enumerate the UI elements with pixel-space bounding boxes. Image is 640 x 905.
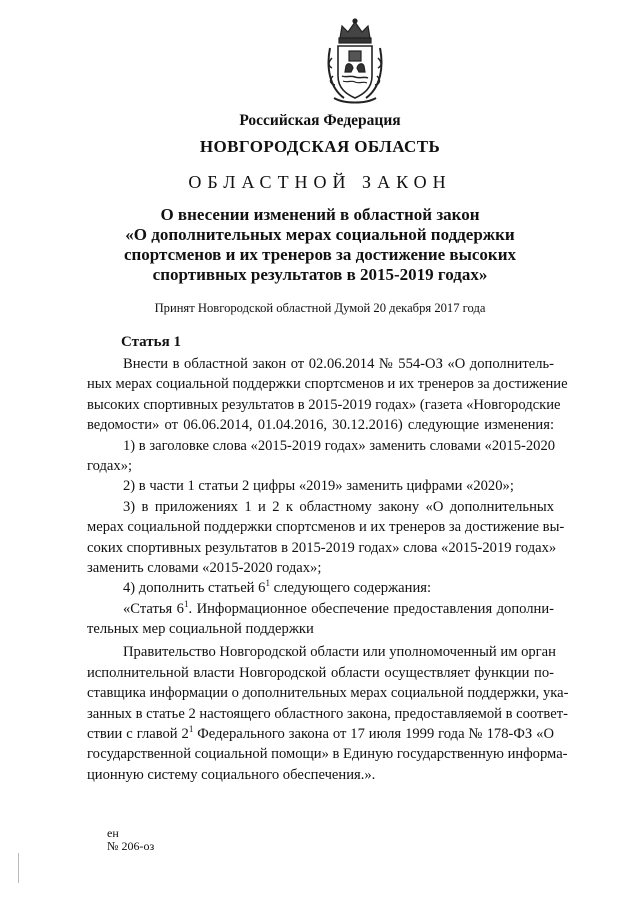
text-line: 2) в части 1 статьи 2 цифры «2019» заменить цифрами «2020»; bbox=[123, 478, 514, 495]
country-name: Российская Федерация bbox=[239, 112, 401, 129]
text-line: ционную систему социального обеспечения.». bbox=[87, 766, 376, 783]
text-line: ставщика информации о дополнительных мерах социальной поддержки, ука- bbox=[87, 685, 569, 702]
adoption-note: Принят Новгородской областной Думой 20 декабря 2017 года bbox=[154, 301, 486, 315]
text-line: 3) в приложениях 1 и 2 к областному закону «О дополнительных bbox=[123, 498, 554, 515]
text-line: 1) в заголовке слова «2015-2019 годах» заменить словами «2015-2020 bbox=[123, 437, 556, 454]
region-name: НОВГОРОДСКАЯ ОБЛАСТЬ bbox=[199, 137, 441, 156]
law-number: № 206-оз bbox=[107, 839, 155, 853]
text-line: «Статья $6^1$. Информационное обеспечение предоставления дополни- bbox=[123, 598, 555, 617]
text-line: 4) дополнить статьей $6^1$ следующего содержания: bbox=[123, 578, 432, 597]
law-title-line: О внесении изменений в областной закон bbox=[160, 205, 480, 224]
text-line: тельных мер социальной поддержки bbox=[87, 621, 314, 638]
text-line: исполнительной власти Новгородской области осуществляет функции по- bbox=[87, 664, 554, 681]
law-title bbox=[0, 205, 640, 285]
text-line: Внести в областной закон от 02.06.2014 № 554-ОЗ «О дополнитель- bbox=[123, 356, 554, 372]
text-line: Правительство Новгородской области или уполномоченный им орган bbox=[123, 644, 556, 661]
coat-of-arms-emblem bbox=[324, 18, 386, 104]
text-line: ствии с главой $2^1$ Федерального закона от 17 июля 1999 года № 178-ФЗ «О bbox=[87, 724, 554, 743]
text-line: ведомости» от 06.06.2014, 01.04.2016, 30.12.2016) следующие изменения: bbox=[87, 417, 554, 434]
text-line: заменить словами «2015-2020 годах»; bbox=[87, 559, 322, 576]
law-title-line: спортсменов и их тренеров за достижение высоких bbox=[123, 245, 517, 264]
text-line: занных в статье 2 настоящего областного закона, предоставляемой в соответ- bbox=[87, 705, 568, 722]
law-title-line: спортивных результатов в 2015-2019 годах» bbox=[152, 265, 488, 284]
executor-initials: ен bbox=[107, 826, 119, 840]
law-title-line: «О дополнительных мерах социальной поддержки bbox=[125, 225, 515, 244]
text-line: высоких спортивных результатов в 2015-2019 годах» (газета «Новгородские bbox=[87, 396, 561, 413]
text-line: годах»; bbox=[87, 457, 133, 474]
document-type: ОБЛАСТНОЙ ЗАКОН bbox=[188, 172, 452, 192]
text-line: ных мерах социальной поддержки спортсменов и их тренеров за достижение bbox=[87, 376, 568, 393]
text-line: соких спортивных результатов в 2015-2019 годах» слова «2015-2019 годах» bbox=[87, 539, 557, 556]
article-body bbox=[87, 354, 569, 785]
article-heading: Статья 1 bbox=[121, 334, 181, 350]
document-registration bbox=[107, 827, 154, 853]
text-line: мерах социальной поддержки спортсменов и их тренеров за достижение вы- bbox=[87, 519, 565, 536]
text-line: государственной социальной помощи» в Единую государственную информа- bbox=[87, 746, 568, 763]
scan-edge-mark bbox=[18, 853, 19, 883]
